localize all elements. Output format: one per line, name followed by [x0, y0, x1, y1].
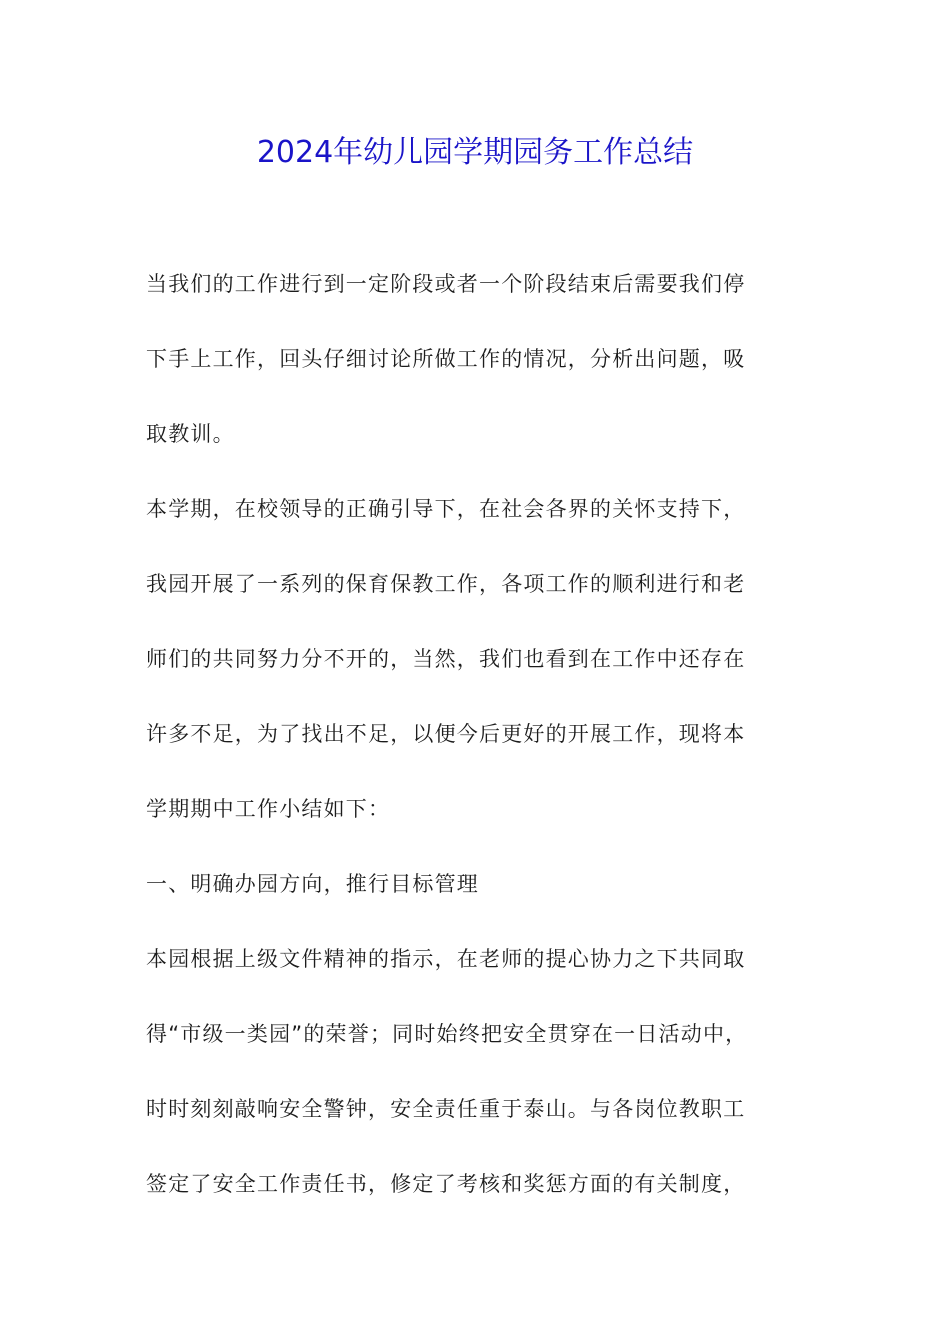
paragraph-line: 师们的共同努力分不开的，当然，我们也看到在工作中还存在 [146, 647, 746, 671]
paragraph-line: 下手上工作，回头仔细讨论所做工作的情况，分析出问题，吸 [146, 347, 746, 371]
document-title: 2024年幼儿园学期园务工作总结 [256, 135, 694, 170]
paragraph-line: 当我们的工作进行到一定阶段或者一个阶段结束后需要我们停 [146, 272, 746, 296]
section-heading: 一、明确办园方向，推行目标管理 [146, 872, 479, 896]
paragraph-line: 学期期中工作小结如下： [146, 797, 391, 821]
paragraph-line: 我园开展了一系列的保育保教工作，各项工作的顺利进行和老 [146, 572, 746, 596]
paragraph-line: 时时刻刻敲响安全警钟，安全责任重于泰山。与各岗位教职工 [146, 1097, 746, 1121]
paragraph-line: 许多不足，为了找出不足，以便今后更好的开展工作，现将本 [146, 722, 746, 746]
paragraph-line: 本园根据上级文件精神的指示，在老师的提心协力之下共同取 [146, 947, 746, 971]
paragraph-line: 本学期，在校领导的正确引导下，在社会各界的关怀支持下， [146, 497, 746, 521]
paragraph-line: 得“市级一类园”的荣誉；同时始终把安全贯穿在一日活动中， [146, 1022, 748, 1046]
paragraph-line: 取教训。 [146, 422, 235, 446]
paragraph-line: 签定了安全工作责任书，修定了考核和奖惩方面的有关制度， [146, 1172, 746, 1196]
